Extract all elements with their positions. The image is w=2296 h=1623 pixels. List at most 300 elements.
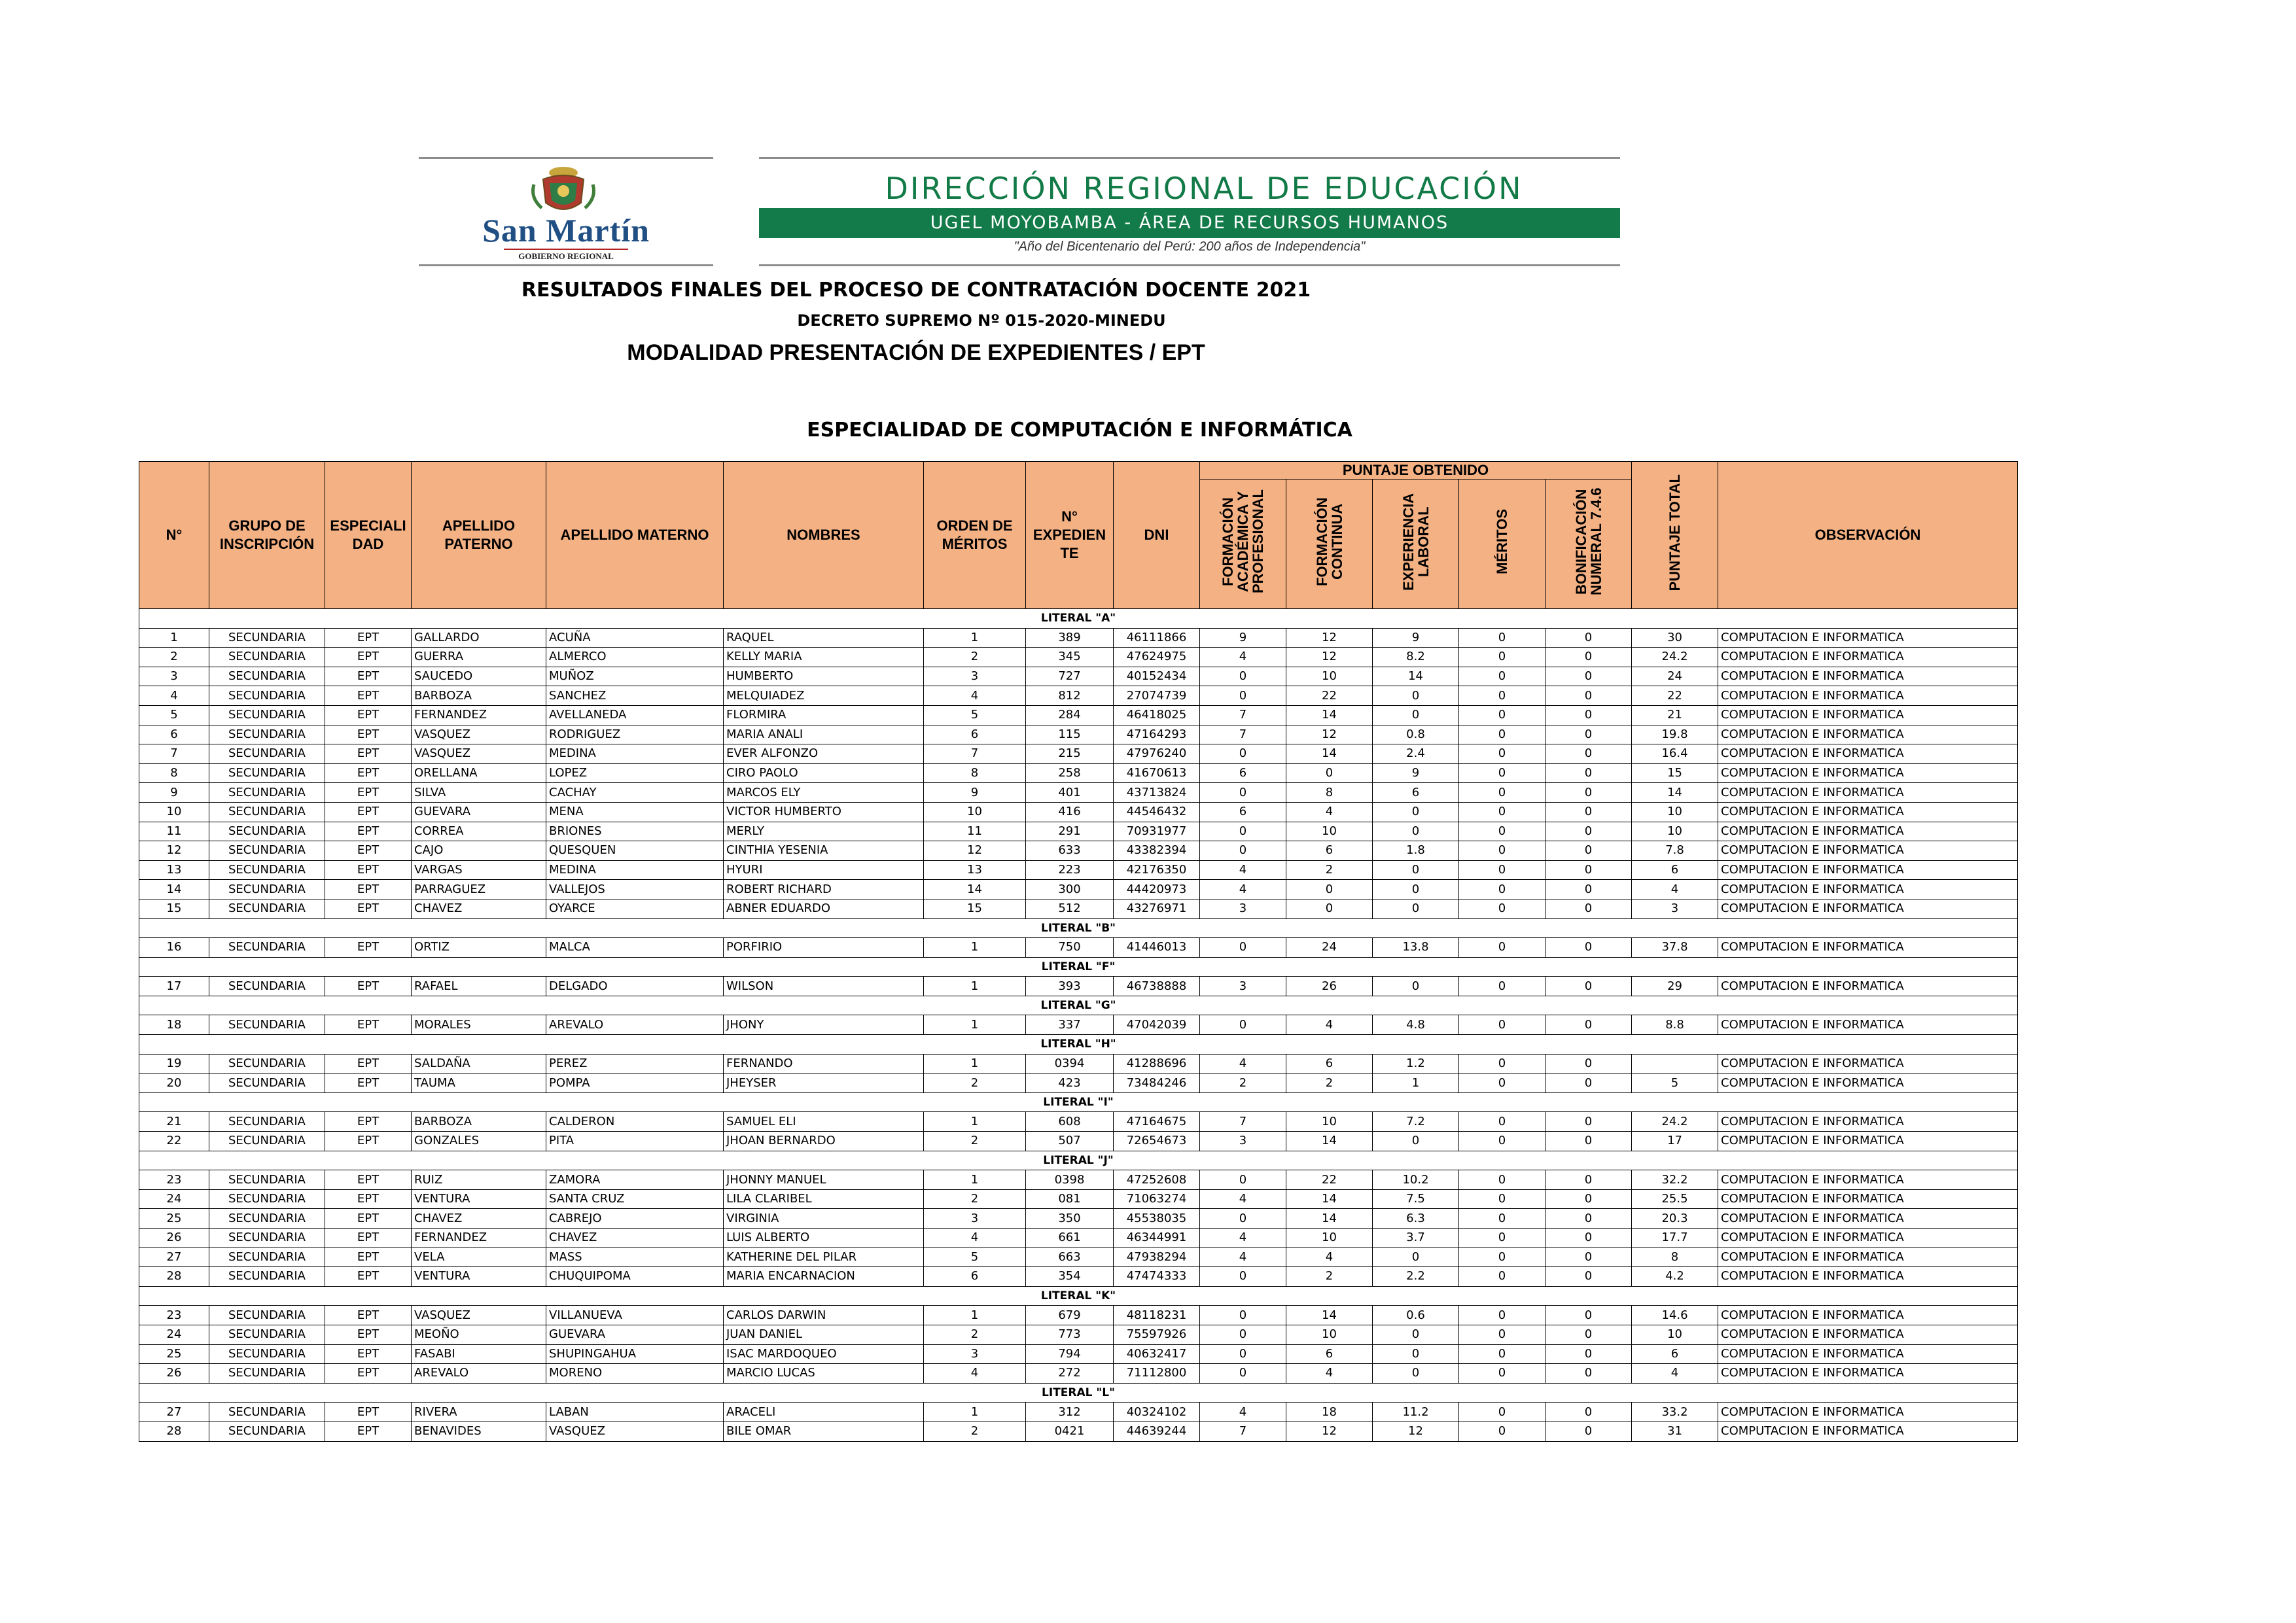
cell-observacion: COMPUTACION E INFORMATICA (1718, 938, 2018, 958)
cell-num: 25 (139, 1344, 209, 1364)
cell-formacion-continua: 8 (1286, 783, 1373, 803)
cell-experiencia: 1.2 (1373, 1054, 1459, 1073)
cell-orden: 9 (924, 783, 1026, 803)
cell-apellido-materno: MORENO (546, 1364, 724, 1384)
header-bonificacion-label: BONIFICACIÓN NUMERAL 7.4.6 (1572, 487, 1604, 596)
cell-nombres: HYURI (724, 860, 924, 880)
cell-especialidad: EPT (325, 1015, 412, 1035)
cell-expediente: 081 (1026, 1189, 1114, 1209)
cell-dni: 71063274 (1114, 1189, 1200, 1209)
cell-apellido-materno: VASQUEZ (546, 1422, 724, 1441)
cell-expediente: 115 (1026, 725, 1114, 744)
cell-formacion-continua: 22 (1286, 686, 1373, 706)
page-header (419, 156, 1620, 268)
cell-dni: 44639244 (1114, 1422, 1200, 1441)
cell-puntaje-total: 8.8 (1632, 1015, 1718, 1035)
cell-formacion-continua: 0 (1286, 899, 1373, 918)
header-formacion-academica (1200, 480, 1286, 609)
cell-observacion: COMPUTACION E INFORMATICA (1718, 1132, 2018, 1151)
cell-dni: 47164675 (1114, 1112, 1200, 1132)
cell-orden: 2 (924, 1325, 1026, 1344)
cell-grupo: SECUNDARIA (209, 802, 325, 822)
table-row (139, 1403, 2018, 1422)
cell-expediente: 608 (1026, 1112, 1114, 1132)
cell-experiencia: 7.2 (1373, 1112, 1459, 1132)
cell-observacion: COMPUTACION E INFORMATICA (1718, 705, 2018, 725)
cell-bonificacion: 0 (1545, 880, 1632, 899)
cell-especialidad: EPT (325, 686, 412, 706)
cell-especialidad: EPT (325, 1189, 412, 1209)
cell-puntaje-total: 10 (1632, 1325, 1718, 1344)
cell-apellido-materno: GUEVARA (546, 1325, 724, 1344)
cell-grupo: SECUNDARIA (209, 822, 325, 841)
table-row (139, 938, 2018, 958)
table-body (139, 609, 2018, 1442)
cell-apellido-paterno: RAFAEL (412, 977, 546, 996)
cell-num: 12 (139, 841, 209, 861)
cell-dni: 41288696 (1114, 1054, 1200, 1073)
cell-nombres: HUMBERTO (724, 667, 924, 686)
cell-especialidad: EPT (325, 667, 412, 686)
cell-observacion: COMPUTACION E INFORMATICA (1718, 977, 2018, 996)
cell-expediente: 0398 (1026, 1170, 1114, 1190)
cell-formacion-continua: 2 (1286, 1073, 1373, 1093)
cell-num: 27 (139, 1248, 209, 1267)
cell-orden: 1 (924, 1170, 1026, 1190)
cell-observacion: COMPUTACION E INFORMATICA (1718, 1306, 2018, 1325)
section-row (139, 996, 2018, 1015)
cell-nombres: CIRO PAOLO (724, 763, 924, 783)
cell-formacion-academica: 4 (1200, 1054, 1286, 1073)
table-row (139, 1422, 2018, 1441)
cell-especialidad: EPT (325, 802, 412, 822)
cell-dni: 41446013 (1114, 938, 1200, 958)
cell-bonificacion: 0 (1545, 648, 1632, 667)
cell-dni: 47976240 (1114, 744, 1200, 764)
cell-meritos: 0 (1459, 1229, 1545, 1248)
section-label: LITERAL "G" (139, 996, 2018, 1015)
cell-expediente: 679 (1026, 1306, 1114, 1325)
cell-orden: 6 (924, 725, 1026, 744)
cell-observacion: COMPUTACION E INFORMATICA (1718, 1364, 2018, 1384)
cell-meritos: 0 (1459, 1344, 1545, 1364)
cell-num: 23 (139, 1170, 209, 1190)
cell-experiencia: 2.2 (1373, 1267, 1459, 1287)
cell-experiencia: 0 (1373, 686, 1459, 706)
table-row (139, 744, 2018, 764)
section-row (139, 957, 2018, 977)
table-row (139, 1170, 2018, 1190)
cell-observacion: COMPUTACION E INFORMATICA (1718, 667, 2018, 686)
cell-expediente: 661 (1026, 1229, 1114, 1248)
cell-puntaje-total: 29 (1632, 977, 1718, 996)
cell-num: 24 (139, 1189, 209, 1209)
header-meritos-label: MÉRITOS (1494, 509, 1510, 574)
cell-num: 2 (139, 648, 209, 667)
cell-grupo: SECUNDARIA (209, 1132, 325, 1151)
cell-grupo: SECUNDARIA (209, 1112, 325, 1132)
cell-nombres: CARLOS DARWIN (724, 1306, 924, 1325)
cell-num: 26 (139, 1364, 209, 1384)
section-label: LITERAL "L" (139, 1383, 2018, 1403)
cell-num: 17 (139, 977, 209, 996)
cell-experiencia: 0 (1373, 1344, 1459, 1364)
cell-dni: 45538035 (1114, 1209, 1200, 1229)
cell-especialidad: EPT (325, 977, 412, 996)
cell-dni: 40324102 (1114, 1403, 1200, 1422)
cell-puntaje-total: 30 (1632, 628, 1718, 648)
cell-bonificacion: 0 (1545, 1422, 1632, 1441)
cell-formacion-continua: 10 (1286, 1325, 1373, 1344)
cell-nombres: RAQUEL (724, 628, 924, 648)
cell-expediente: 633 (1026, 841, 1114, 861)
cell-apellido-materno: ZAMORA (546, 1170, 724, 1190)
cell-apellido-paterno: FERNANDEZ (412, 1229, 546, 1248)
cell-formacion-continua: 6 (1286, 1054, 1373, 1073)
cell-formacion-continua: 22 (1286, 1170, 1373, 1190)
cell-nombres: ARACELI (724, 1403, 924, 1422)
cell-observacion: COMPUTACION E INFORMATICA (1718, 1344, 2018, 1364)
header-experiencia-laboral-label: EXPERIENCIA LABORAL (1400, 493, 1432, 591)
cell-experiencia: 10.2 (1373, 1170, 1459, 1190)
cell-orden: 2 (924, 1422, 1026, 1441)
cell-dni: 43713824 (1114, 783, 1200, 803)
cell-experiencia: 1 (1373, 1073, 1459, 1093)
cell-experiencia: 0 (1373, 705, 1459, 725)
cell-apellido-materno: AREVALO (546, 1015, 724, 1035)
cell-observacion: COMPUTACION E INFORMATICA (1718, 1189, 2018, 1209)
cell-num: 24 (139, 1325, 209, 1344)
cell-experiencia: 0 (1373, 1132, 1459, 1151)
cell-apellido-materno: MEDINA (546, 860, 724, 880)
cell-bonificacion: 0 (1545, 860, 1632, 880)
cell-especialidad: EPT (325, 783, 412, 803)
cell-apellido-paterno: VELA (412, 1248, 546, 1267)
cell-bonificacion: 0 (1545, 725, 1632, 744)
cell-bonificacion: 0 (1545, 899, 1632, 918)
cell-meritos: 0 (1459, 686, 1545, 706)
cell-meritos: 0 (1459, 1306, 1545, 1325)
cell-formacion-academica: 3 (1200, 977, 1286, 996)
table-row (139, 1267, 2018, 1287)
header-nombres: NOMBRES (724, 462, 924, 609)
table-row (139, 1325, 2018, 1344)
cell-experiencia: 9 (1373, 628, 1459, 648)
cell-apellido-materno: CHAVEZ (546, 1229, 724, 1248)
cell-formacion-continua: 10 (1286, 1112, 1373, 1132)
cell-num: 18 (139, 1015, 209, 1035)
cell-meritos: 0 (1459, 783, 1545, 803)
cell-experiencia: 0 (1373, 880, 1459, 899)
cell-apellido-paterno: SALDAÑA (412, 1054, 546, 1073)
cell-bonificacion: 0 (1545, 822, 1632, 841)
cell-especialidad: EPT (325, 841, 412, 861)
cell-puntaje-total: 10 (1632, 822, 1718, 841)
cell-grupo: SECUNDARIA (209, 667, 325, 686)
cell-especialidad: EPT (325, 1209, 412, 1229)
header-especialidad: ESPECIALI DAD (325, 462, 412, 609)
cell-grupo: SECUNDARIA (209, 763, 325, 783)
cell-formacion-continua: 2 (1286, 860, 1373, 880)
cell-dni: 48118231 (1114, 1306, 1200, 1325)
cell-grupo: SECUNDARIA (209, 860, 325, 880)
table-row (139, 1229, 2018, 1248)
cell-formacion-continua: 10 (1286, 667, 1373, 686)
cell-expediente: 215 (1026, 744, 1114, 764)
cell-formacion-continua: 14 (1286, 1306, 1373, 1325)
cell-formacion-academica: 0 (1200, 1209, 1286, 1229)
cell-apellido-paterno: VARGAS (412, 860, 546, 880)
table-row (139, 686, 2018, 706)
cell-expediente: 345 (1026, 648, 1114, 667)
cell-grupo: SECUNDARIA (209, 1189, 325, 1209)
cell-dni: 44546432 (1114, 802, 1200, 822)
cell-bonificacion: 0 (1545, 1112, 1632, 1132)
cell-nombres: MARCIO LUCAS (724, 1364, 924, 1384)
cell-apellido-paterno: VASQUEZ (412, 744, 546, 764)
cell-dni: 47164293 (1114, 725, 1200, 744)
cell-formacion-continua: 24 (1286, 938, 1373, 958)
cell-apellido-materno: QUESQUEN (546, 841, 724, 861)
cell-apellido-paterno: PARRAGUEZ (412, 880, 546, 899)
cell-grupo: SECUNDARIA (209, 744, 325, 764)
cell-observacion: COMPUTACION E INFORMATICA (1718, 1054, 2018, 1073)
cell-especialidad: EPT (325, 628, 412, 648)
cell-formacion-continua: 14 (1286, 1189, 1373, 1209)
cell-nombres: JUAN DANIEL (724, 1325, 924, 1344)
cell-grupo: SECUNDARIA (209, 1229, 325, 1248)
cell-nombres: EVER ALFONZO (724, 744, 924, 764)
cell-experiencia: 14 (1373, 667, 1459, 686)
cell-puntaje-total: 24.2 (1632, 1112, 1718, 1132)
cell-observacion: COMPUTACION E INFORMATICA (1718, 686, 2018, 706)
cell-puntaje-total: 10 (1632, 802, 1718, 822)
cell-formacion-academica: 0 (1200, 938, 1286, 958)
header-dni: DNI (1114, 462, 1200, 609)
cell-puntaje-total: 3 (1632, 899, 1718, 918)
cell-bonificacion: 0 (1545, 1364, 1632, 1384)
cell-num: 16 (139, 938, 209, 958)
cell-observacion: COMPUTACION E INFORMATICA (1718, 880, 2018, 899)
cell-puntaje-total: 4 (1632, 880, 1718, 899)
cell-expediente: 401 (1026, 783, 1114, 803)
cell-observacion: COMPUTACION E INFORMATICA (1718, 899, 2018, 918)
cell-observacion: COMPUTACION E INFORMATICA (1718, 1248, 2018, 1267)
cell-experiencia: 0 (1373, 1364, 1459, 1384)
cell-orden: 3 (924, 1209, 1026, 1229)
cell-grupo: SECUNDARIA (209, 1325, 325, 1344)
cell-formacion-academica: 0 (1200, 1364, 1286, 1384)
table-row (139, 628, 2018, 648)
cell-especialidad: EPT (325, 899, 412, 918)
cell-experiencia: 0 (1373, 1325, 1459, 1344)
cell-formacion-academica: 7 (1200, 1112, 1286, 1132)
cell-especialidad: EPT (325, 822, 412, 841)
cell-expediente: 507 (1026, 1132, 1114, 1151)
cell-meritos: 0 (1459, 822, 1545, 841)
cell-meritos: 0 (1459, 1054, 1545, 1073)
cell-apellido-paterno: SAUCEDO (412, 667, 546, 686)
cell-expediente: 312 (1026, 1403, 1114, 1422)
cell-formacion-academica: 4 (1200, 880, 1286, 899)
cell-apellido-materno: MEDINA (546, 744, 724, 764)
header-puntaje-obtenido: PUNTAJE OBTENIDO (1200, 462, 1632, 480)
table-row (139, 705, 2018, 725)
cell-orden: 8 (924, 763, 1026, 783)
header-apellido-materno: APELLIDO MATERNO (546, 462, 724, 609)
cell-grupo: SECUNDARIA (209, 1344, 325, 1364)
section-label: LITERAL "A" (139, 609, 2018, 629)
cell-num: 13 (139, 860, 209, 880)
cell-formacion-continua: 6 (1286, 1344, 1373, 1364)
cell-orden: 2 (924, 1073, 1026, 1093)
decree-title: DECRETO SUPREMO Nº 015-2020-MINEDU (797, 311, 1166, 330)
cell-orden: 7 (924, 744, 1026, 764)
table-row (139, 1189, 2018, 1209)
table-row (139, 822, 2018, 841)
cell-bonificacion: 0 (1545, 977, 1632, 996)
cell-nombres: LILA CLARIBEL (724, 1189, 924, 1209)
cell-apellido-materno: VALLEJOS (546, 880, 724, 899)
cell-formacion-continua: 12 (1286, 725, 1373, 744)
cell-formacion-continua: 4 (1286, 802, 1373, 822)
cell-formacion-academica: 0 (1200, 667, 1286, 686)
cell-puntaje-total: 15 (1632, 763, 1718, 783)
table-row (139, 648, 2018, 667)
cell-observacion: COMPUTACION E INFORMATICA (1718, 763, 2018, 783)
header-observacion: OBSERVACIÓN (1718, 462, 2018, 609)
cell-orden: 4 (924, 1364, 1026, 1384)
cell-formacion-continua: 0 (1286, 763, 1373, 783)
header-apellido-paterno: APELLIDO PATERNO (412, 462, 546, 609)
cell-meritos: 0 (1459, 1403, 1545, 1422)
cell-formacion-academica: 0 (1200, 822, 1286, 841)
cell-num: 28 (139, 1422, 209, 1441)
cell-meritos: 0 (1459, 648, 1545, 667)
cell-experiencia: 7.5 (1373, 1189, 1459, 1209)
cell-especialidad: EPT (325, 648, 412, 667)
cell-puntaje-total: 21 (1632, 705, 1718, 725)
logo-top-rule (419, 157, 713, 159)
cell-bonificacion: 0 (1545, 1344, 1632, 1364)
cell-orden: 1 (924, 1054, 1026, 1073)
table-row (139, 1073, 2018, 1093)
cell-especialidad: EPT (325, 1073, 412, 1093)
cell-meritos: 0 (1459, 1132, 1545, 1151)
cell-bonificacion: 0 (1545, 938, 1632, 958)
table-row (139, 880, 2018, 899)
header-grupo: GRUPO DE INSCRIPCIÓN (209, 462, 325, 609)
cell-apellido-materno: CHUQUIPOMA (546, 1267, 724, 1287)
cell-dni: 43276971 (1114, 899, 1200, 918)
table-row (139, 1112, 2018, 1132)
cell-orden: 1 (924, 1306, 1026, 1325)
cell-num: 14 (139, 880, 209, 899)
table-row (139, 1248, 2018, 1267)
cell-grupo: SECUNDARIA (209, 1073, 325, 1093)
cell-num: 19 (139, 1054, 209, 1073)
logo-bottom-rule (419, 264, 713, 266)
cell-apellido-paterno: FERNANDEZ (412, 705, 546, 725)
cell-orden: 1 (924, 977, 1026, 996)
header-orden-meritos: ORDEN DE MÉRITOS (924, 462, 1026, 609)
cell-grupo: SECUNDARIA (209, 725, 325, 744)
cell-expediente: 291 (1026, 822, 1114, 841)
cell-bonificacion: 0 (1545, 763, 1632, 783)
cell-dni: 46344991 (1114, 1229, 1200, 1248)
cell-formacion-continua: 18 (1286, 1403, 1373, 1422)
cell-bonificacion: 0 (1545, 1248, 1632, 1267)
cell-apellido-paterno: ORELLANA (412, 763, 546, 783)
cell-expediente: 423 (1026, 1073, 1114, 1093)
cell-grupo: SECUNDARIA (209, 938, 325, 958)
cell-apellido-materno: DELGADO (546, 977, 724, 996)
cell-meritos: 0 (1459, 705, 1545, 725)
cell-formacion-academica: 4 (1200, 648, 1286, 667)
cell-formacion-continua: 10 (1286, 822, 1373, 841)
cell-puntaje-total: 17 (1632, 1132, 1718, 1151)
cell-observacion: COMPUTACION E INFORMATICA (1718, 1170, 2018, 1190)
cell-experiencia: 0 (1373, 802, 1459, 822)
cell-apellido-materno: CALDERON (546, 1112, 724, 1132)
cell-formacion-academica: 4 (1200, 860, 1286, 880)
cell-apellido-materno: ACUÑA (546, 628, 724, 648)
cell-apellido-paterno: CAJO (412, 841, 546, 861)
cell-apellido-paterno: CORREA (412, 822, 546, 841)
cell-bonificacion: 0 (1545, 667, 1632, 686)
cell-orden: 4 (924, 1229, 1026, 1248)
section-row (139, 1286, 2018, 1306)
cell-puntaje-total: 24 (1632, 667, 1718, 686)
cell-grupo: SECUNDARIA (209, 783, 325, 803)
cell-apellido-paterno: BARBOZA (412, 686, 546, 706)
cell-formacion-continua: 14 (1286, 705, 1373, 725)
cell-bonificacion: 0 (1545, 841, 1632, 861)
cell-apellido-materno: LABAN (546, 1403, 724, 1422)
cell-num: 4 (139, 686, 209, 706)
cell-formacion-academica: 4 (1200, 1403, 1286, 1422)
cell-expediente: 258 (1026, 763, 1114, 783)
section-label: LITERAL "F" (139, 957, 2018, 977)
cell-experiencia: 0 (1373, 1248, 1459, 1267)
cell-num: 1 (139, 628, 209, 648)
cell-apellido-paterno: VASQUEZ (412, 725, 546, 744)
coat-of-arms-icon (529, 165, 598, 217)
cell-formacion-academica: 4 (1200, 1189, 1286, 1209)
cell-nombres: JHONNY MANUEL (724, 1170, 924, 1190)
cell-formacion-academica: 0 (1200, 841, 1286, 861)
table-row (139, 1015, 2018, 1035)
cell-especialidad: EPT (325, 705, 412, 725)
table-row (139, 1209, 2018, 1229)
cell-grupo: SECUNDARIA (209, 1267, 325, 1287)
table-row (139, 977, 2018, 996)
cell-bonificacion: 0 (1545, 1325, 1632, 1344)
cell-num: 28 (139, 1267, 209, 1287)
cell-orden: 12 (924, 841, 1026, 861)
cell-orden: 2 (924, 1132, 1026, 1151)
cell-orden: 1 (924, 1112, 1026, 1132)
cell-nombres: JHONY (724, 1015, 924, 1035)
cell-bonificacion: 0 (1545, 1170, 1632, 1190)
cell-observacion: COMPUTACION E INFORMATICA (1718, 1229, 2018, 1248)
cell-observacion: COMPUTACION E INFORMATICA (1718, 841, 2018, 861)
cell-formacion-academica: 0 (1200, 1325, 1286, 1344)
cell-grupo: SECUNDARIA (209, 648, 325, 667)
specialty-title: ESPECIALIDAD DE COMPUTACIÓN E INFORMÁTICA (807, 419, 1352, 442)
cell-dni: 71112800 (1114, 1364, 1200, 1384)
cell-meritos: 0 (1459, 899, 1545, 918)
